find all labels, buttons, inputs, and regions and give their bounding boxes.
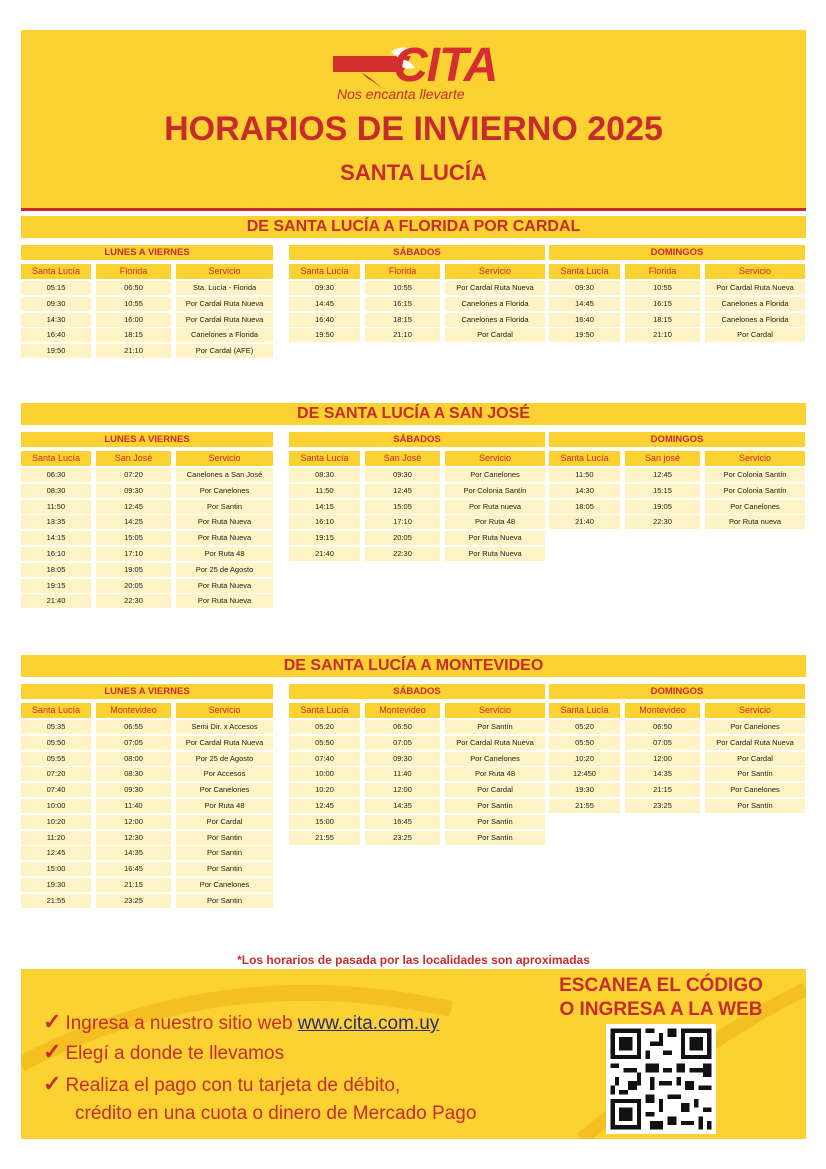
table-cell: 15:15 xyxy=(625,484,700,498)
table-cell: Por Ruta Nueva xyxy=(176,579,273,593)
day-header: DOMINGOS xyxy=(549,245,805,260)
column-header: Servicio xyxy=(705,703,805,718)
table-cell: 07:40 xyxy=(21,783,91,797)
table-cell: 18:15 xyxy=(625,313,700,327)
day-header: DOMINGOS xyxy=(549,684,805,699)
table-cell: 14:35 xyxy=(365,799,440,813)
check-icon: ✓ xyxy=(43,1071,62,1096)
table-cell: Por Santin xyxy=(176,500,273,514)
column-header: Montevideo xyxy=(625,703,700,718)
column-header: Florida xyxy=(96,264,171,279)
table-cell: 08:00 xyxy=(96,752,171,766)
step-3-continued: crédito en una cuota o dinero de Mercado Pago xyxy=(75,1103,477,1124)
section-title: DE SANTA LUCÍA A MONTEVIDEO xyxy=(21,655,806,677)
table-cell: Por Ruta Nueva xyxy=(176,531,273,545)
scan-line-1: ESCANEA EL CÓDIGO xyxy=(559,975,763,996)
table-cell: Por Ruta nueva xyxy=(705,515,805,529)
table-cell: Por Santin xyxy=(176,831,273,845)
table-cell: 17:10 xyxy=(365,515,440,529)
table-cell: 21:55 xyxy=(289,831,360,845)
page-title: HORARIOS DE INVIERNO 2025 xyxy=(164,110,663,148)
table-cell: Por Santín xyxy=(445,799,545,813)
table-cell: Por Canelones xyxy=(705,720,805,734)
table-cell: 15:05 xyxy=(96,531,171,545)
table-cell: 08:30 xyxy=(96,767,171,781)
scan-heading xyxy=(541,975,781,1021)
table-cell: Por Ruta nueva xyxy=(445,500,545,514)
table-cell: Por 25 de Agosto xyxy=(176,752,273,766)
table-cell: 10:00 xyxy=(21,799,91,813)
table-cell: 19:50 xyxy=(289,328,360,342)
table-cell: 05:50 xyxy=(549,736,620,750)
column-header: Santa Lucía xyxy=(549,451,620,466)
table-cell: 11:20 xyxy=(21,831,91,845)
table-cell: 11:50 xyxy=(549,468,620,482)
table-cell: 11:40 xyxy=(365,767,440,781)
table-cell: Por Cardal Ruta Nueva xyxy=(176,313,273,327)
table-cell: Por Ruta 48 xyxy=(445,515,545,529)
table-cell: 05:20 xyxy=(549,720,620,734)
table-cell: Por Ruta Nueva xyxy=(445,531,545,545)
table-cell: 16:15 xyxy=(625,297,700,311)
table-cell: Por Canelones xyxy=(445,468,545,482)
table-cell: 06:50 xyxy=(365,720,440,734)
table-cell: 08:30 xyxy=(21,484,91,498)
table-cell: 06:50 xyxy=(96,281,171,295)
qr-code-icon[interactable] xyxy=(606,1024,716,1134)
column-header: Servicio xyxy=(445,703,545,718)
table-cell: 14:30 xyxy=(549,484,620,498)
table-cell: Por Ruta Nueva xyxy=(176,515,273,529)
step-3-text: Realiza el pago con tu tarjeta de débito, xyxy=(65,1075,401,1096)
table-cell: Por Santín xyxy=(445,831,545,845)
column-header: Santa Lucía xyxy=(21,264,91,279)
table-cell: Por Canelones xyxy=(705,500,805,514)
step-3 xyxy=(43,1071,400,1097)
table-cell: 11:50 xyxy=(289,484,360,498)
table-cell: 12:00 xyxy=(96,815,171,829)
table-cell: Por Cardal xyxy=(705,752,805,766)
table-cell: 05:50 xyxy=(21,736,91,750)
column-header: Servicio xyxy=(176,703,273,718)
table-cell: 07:40 xyxy=(289,752,360,766)
table-cell: 16:45 xyxy=(96,862,171,876)
table-cell: Por Ruta Nueva xyxy=(176,594,273,608)
table-cell: 10:20 xyxy=(21,815,91,829)
table-cell: 09:30 xyxy=(96,783,171,797)
table-cell: 19:15 xyxy=(289,531,360,545)
table-cell: 09:30 xyxy=(289,281,360,295)
table-cell: 10:00 xyxy=(289,767,360,781)
table-cell: 12:45 xyxy=(21,846,91,860)
table-cell: 08:30 xyxy=(289,468,360,482)
table-cell: 17:10 xyxy=(96,547,171,561)
table-cell: 06:55 xyxy=(96,720,171,734)
column-header: Servicio xyxy=(445,451,545,466)
table-cell: 10:55 xyxy=(365,281,440,295)
column-header: Santa Lucía xyxy=(289,264,360,279)
day-header: LUNES A VIERNES xyxy=(21,245,273,260)
table-cell: Por Cardal Ruta Nueva xyxy=(705,736,805,750)
table-cell: Por Cardal xyxy=(445,783,545,797)
table-cell: 12:45 xyxy=(365,484,440,498)
table-cell: Por Cardal xyxy=(176,815,273,829)
table-cell: 09:30 xyxy=(549,281,620,295)
table-cell: Por Cardal xyxy=(705,328,805,342)
table-cell: 05:15 xyxy=(21,281,91,295)
table-cell: Por Colonia Santín xyxy=(705,484,805,498)
table-cell: 16:10 xyxy=(289,515,360,529)
table-cell: 10:55 xyxy=(96,297,171,311)
table-cell: 14:25 xyxy=(96,515,171,529)
table-cell: 14:45 xyxy=(289,297,360,311)
table-cell: Por Santin xyxy=(176,862,273,876)
table-cell: 13:35 xyxy=(21,515,91,529)
table-cell: 19:30 xyxy=(549,783,620,797)
table-cell: 09:30 xyxy=(21,297,91,311)
table-cell: 07:05 xyxy=(625,736,700,750)
table-cell: Por Colonia Santín xyxy=(705,468,805,482)
day-header: SÁBADOS xyxy=(289,245,545,260)
table-cell: Por Canelones xyxy=(176,878,273,892)
table-cell: 15:05 xyxy=(365,500,440,514)
table-cell: 06:50 xyxy=(625,720,700,734)
table-cell: 12:00 xyxy=(625,752,700,766)
table-cell: 09:30 xyxy=(365,752,440,766)
table-cell: 09:30 xyxy=(96,484,171,498)
disclaimer-note: *Los horarios de pasada por las localidades son aproximadas xyxy=(237,953,590,967)
column-header: Santa Lucía xyxy=(289,451,360,466)
table-cell: Por Cardal Ruta Nueva xyxy=(445,281,545,295)
page-subtitle: SANTA LUCÍA xyxy=(340,160,487,185)
table-cell: 23:25 xyxy=(365,831,440,845)
table-cell: 16:40 xyxy=(549,313,620,327)
table-cell: Por Cardal Ruta Nueva xyxy=(176,736,273,750)
section-title: DE SANTA LUCÍA A FLORIDA POR CARDAL xyxy=(21,216,806,238)
table-cell: 16:45 xyxy=(365,815,440,829)
day-header: SÁBADOS xyxy=(289,684,545,699)
table-cell: Por Colonia Santín xyxy=(445,484,545,498)
table-cell: 21:15 xyxy=(625,783,700,797)
table-cell: Por Santín xyxy=(445,720,545,734)
table-cell: 19:30 xyxy=(21,878,91,892)
table-cell: 18:05 xyxy=(21,563,91,577)
table-cell: 05:55 xyxy=(21,752,91,766)
tagline: Nos encanta llevarte xyxy=(337,86,465,102)
column-header: San José xyxy=(365,451,440,466)
table-cell: Por Cardal Ruta Nueva xyxy=(705,281,805,295)
table-cell: 22:30 xyxy=(96,594,171,608)
table-cell: 10:55 xyxy=(625,281,700,295)
header-divider xyxy=(21,208,806,211)
table-cell: 21:15 xyxy=(96,878,171,892)
day-header: LUNES A VIERNES xyxy=(21,432,273,447)
table-cell: 10:20 xyxy=(549,752,620,766)
column-header: Montevideo xyxy=(96,703,171,718)
logo-text: CITA xyxy=(393,39,498,92)
table-cell: Por Santin xyxy=(176,894,273,908)
table-cell: 12:45 xyxy=(96,500,171,514)
table-cell: 21:10 xyxy=(96,344,171,358)
column-header: Florida xyxy=(365,264,440,279)
table-cell: Por Santín xyxy=(445,815,545,829)
table-cell: Por Accesos xyxy=(176,767,273,781)
table-cell: 21:10 xyxy=(365,328,440,342)
table-cell: 12:45 xyxy=(289,799,360,813)
table-cell: 21:55 xyxy=(21,894,91,908)
section-title: DE SANTA LUCÍA A SAN JOSÉ xyxy=(21,403,806,425)
table-cell: Por Santín xyxy=(705,767,805,781)
column-header: Florida xyxy=(625,264,700,279)
column-header: Santa Lucía xyxy=(21,703,91,718)
table-cell: 19:50 xyxy=(21,344,91,358)
scan-line-2: O INGRESA A LA WEB xyxy=(559,999,763,1020)
column-header: Servicio xyxy=(176,264,273,279)
table-cell: 12:450 xyxy=(549,767,620,781)
table-cell: 05:20 xyxy=(289,720,360,734)
column-header: Servicio xyxy=(176,451,273,466)
table-cell: Canelones a San José xyxy=(176,468,273,482)
table-cell: Por Canelones xyxy=(705,783,805,797)
check-icon: ✓ xyxy=(43,1039,62,1064)
table-cell: 22:30 xyxy=(625,515,700,529)
table-cell: 21:40 xyxy=(549,515,620,529)
table-cell: Por Cardal (AFE) xyxy=(176,344,273,358)
table-cell: Por Canelones xyxy=(176,783,273,797)
column-header: Santa Lucía xyxy=(289,703,360,718)
step-2-text: Elegí a donde te llevamos xyxy=(65,1043,285,1064)
table-cell: 14:45 xyxy=(549,297,620,311)
table-cell: 14:35 xyxy=(625,767,700,781)
column-header: Santa Lucía xyxy=(549,703,620,718)
table-cell: 12:45 xyxy=(625,468,700,482)
table-cell: 07:20 xyxy=(21,767,91,781)
column-header: Santa Lucía xyxy=(549,264,620,279)
table-cell: 11:40 xyxy=(96,799,171,813)
table-cell: Sta. Lucía - Florida xyxy=(176,281,273,295)
table-cell: 05:35 xyxy=(21,720,91,734)
table-cell: 16:40 xyxy=(21,328,91,342)
table-cell: Por Cardal xyxy=(445,328,545,342)
step-2 xyxy=(43,1039,284,1065)
column-header: Servicio xyxy=(705,451,805,466)
table-cell: Canelones a Florida xyxy=(705,313,805,327)
table-cell: 21:40 xyxy=(21,594,91,608)
table-cell: Por Ruta 48 xyxy=(445,767,545,781)
column-header: Santa Lucía xyxy=(21,451,91,466)
table-cell: 14:15 xyxy=(289,500,360,514)
table-cell: Por Santin xyxy=(176,846,273,860)
table-cell: 07:05 xyxy=(96,736,171,750)
table-cell: 10:20 xyxy=(289,783,360,797)
table-cell: 14:35 xyxy=(96,846,171,860)
table-cell: Por Canelones xyxy=(445,752,545,766)
table-cell: Semi Dir. x Accesos xyxy=(176,720,273,734)
table-cell: Por Cardal Ruta Nueva xyxy=(445,736,545,750)
check-icon: ✓ xyxy=(43,1009,62,1034)
table-cell: 06:30 xyxy=(21,468,91,482)
table-cell: 21:10 xyxy=(625,328,700,342)
table-cell: 21:40 xyxy=(289,547,360,561)
footer-panel xyxy=(21,969,806,1139)
table-cell: 16:15 xyxy=(365,297,440,311)
table-cell: 20:05 xyxy=(96,579,171,593)
table-cell: 16:10 xyxy=(21,547,91,561)
table-cell: 05:50 xyxy=(289,736,360,750)
table-cell: 23:25 xyxy=(625,799,700,813)
table-cell: 12:30 xyxy=(96,831,171,845)
table-cell: 18:15 xyxy=(96,328,171,342)
table-cell: Por Cardal Ruta Nueva xyxy=(176,297,273,311)
day-header: DOMINGOS xyxy=(549,432,805,447)
day-header: SÁBADOS xyxy=(289,432,545,447)
table-cell: 23:25 xyxy=(96,894,171,908)
table-cell: 09:30 xyxy=(365,468,440,482)
table-cell: Canelones a Florida xyxy=(445,297,545,311)
column-header: San josé xyxy=(625,451,700,466)
table-cell: Por Santín xyxy=(705,799,805,813)
table-cell: 15:00 xyxy=(21,862,91,876)
header xyxy=(21,30,806,208)
table-cell: Por Canelones xyxy=(176,484,273,498)
table-cell: 20:05 xyxy=(365,531,440,545)
table-cell: 19:05 xyxy=(96,563,171,577)
table-cell: 16:00 xyxy=(96,313,171,327)
table-cell: 14:30 xyxy=(21,313,91,327)
table-cell: 07:05 xyxy=(365,736,440,750)
table-cell: 15:00 xyxy=(289,815,360,829)
table-cell: Por Ruta 48 xyxy=(176,799,273,813)
step-1 xyxy=(43,1009,439,1035)
table-cell: 07:20 xyxy=(96,468,171,482)
day-header: LUNES A VIERNES xyxy=(21,684,273,699)
table-cell: 16:40 xyxy=(289,313,360,327)
column-header: San José xyxy=(96,451,171,466)
table-cell: Canelones a Florida xyxy=(176,328,273,342)
table-cell: 19:50 xyxy=(549,328,620,342)
column-header: Servicio xyxy=(705,264,805,279)
column-header: Montevideo xyxy=(365,703,440,718)
table-cell: 14:15 xyxy=(21,531,91,545)
table-cell: Por Ruta Nueva xyxy=(445,547,545,561)
table-cell: 22:30 xyxy=(365,547,440,561)
step-1-text: Ingresa a nuestro sitio web xyxy=(65,1013,298,1034)
table-cell: Por Ruta 48 xyxy=(176,547,273,561)
column-header: Servicio xyxy=(445,264,545,279)
table-cell: 18:05 xyxy=(549,500,620,514)
table-cell: 11:50 xyxy=(21,500,91,514)
table-cell: Canelones a Florida xyxy=(705,297,805,311)
website-link[interactable]: www.cita.com.uy xyxy=(297,1013,440,1034)
table-cell: 19:15 xyxy=(21,579,91,593)
table-cell: 12:00 xyxy=(365,783,440,797)
table-cell: Por 25 de Agosto xyxy=(176,563,273,577)
table-cell: 19:05 xyxy=(625,500,700,514)
table-cell: 18:15 xyxy=(365,313,440,327)
table-cell: 21:55 xyxy=(549,799,620,813)
table-cell: Canelones a Florida xyxy=(445,313,545,327)
